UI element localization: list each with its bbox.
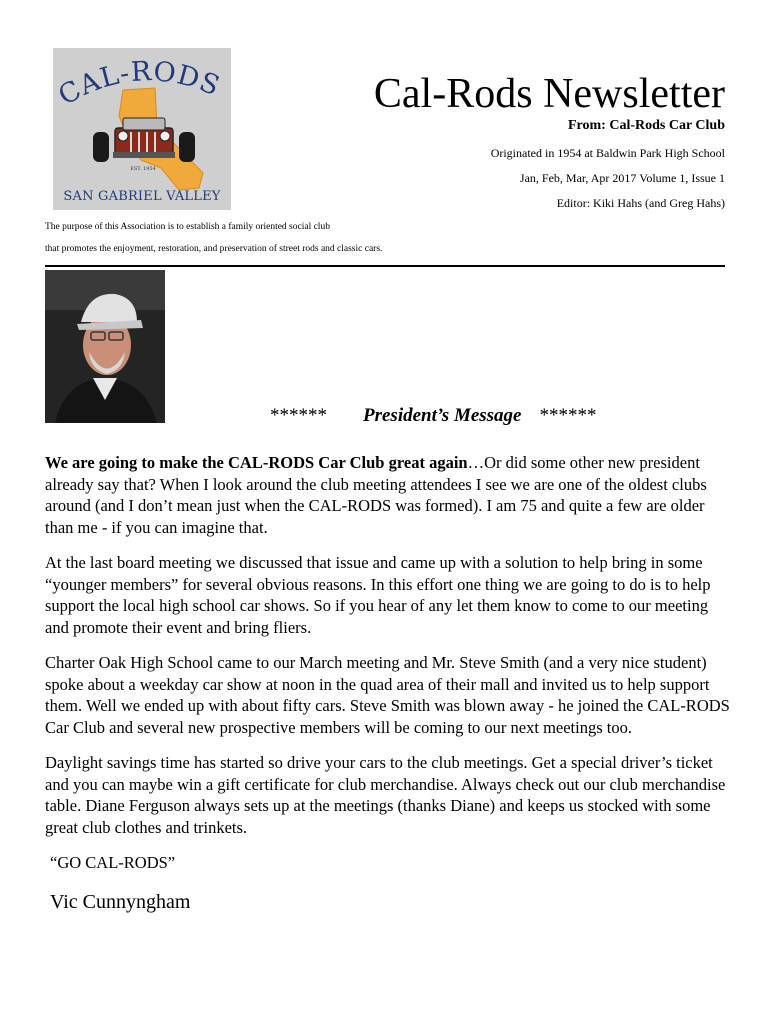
- president-photo: [45, 270, 165, 423]
- paragraph-1: [45, 452, 730, 538]
- logo-est-text: EST. 1954: [130, 166, 156, 172]
- stars-right: ******: [539, 405, 597, 426]
- logo-bottom-text: SAN GABRIEL VALLEY: [63, 189, 221, 204]
- article-body: [45, 452, 730, 927]
- paragraph-3: Charter Oak High School came to our March meeting and Mr. Steve Smith (and a very nice student) spoke about a weekday car show at noon in the quad area of their mall and invited us to help support them. Well we ended up with about fifty cars. Steve Smith was blown away - he joined the CAL-RODS Car Club and several new prospective members will be coming to our next meetings too.: [45, 653, 730, 737]
- from-line: From: Cal-Rods Car Club: [568, 118, 725, 133]
- club-logo: [53, 48, 231, 210]
- originated-line: Originated in 1954 at Baldwin Park High School: [490, 146, 725, 160]
- president-portrait-icon: [45, 270, 165, 423]
- header-divider: [45, 265, 725, 267]
- paragraph-1-bold: We are going to make the CAL-RODS Car Club great again: [45, 453, 468, 472]
- purpose-line-1: The purpose of this Association is to establish a family oriented social club: [45, 222, 330, 232]
- stars-left: ******: [270, 405, 327, 426]
- hot-rod-car-icon: [93, 118, 195, 162]
- newsletter-title: Cal-Rods Newsletter: [373, 71, 725, 117]
- issue-line: Jan, Feb, Mar, Apr 2017 Volume 1, Issue 1: [519, 171, 725, 185]
- purpose-line-2: that promotes the enjoyment, restoration, and preservation of street rods and classic cars.: [45, 244, 383, 254]
- logo-arc-text: CAL-RODS: [53, 56, 225, 112]
- presidents-message-heading: [270, 405, 597, 427]
- closing-line: “GO CAL-RODS”: [50, 853, 176, 872]
- section-title-text: President’s Message: [363, 405, 522, 426]
- editor-line: Editor: Kiki Hahs (and Greg Hahs): [556, 196, 725, 210]
- signature: Vic Cunnyngham: [50, 890, 191, 913]
- logo-graphic: [53, 48, 231, 210]
- paragraph-1-rest: …Or did some other new president already say that? When I look around the club meeting attendees I see we are one of the oldest clubs around (and I don’t mean just when the CAL-RODS was formed). I am 75 and quite a few are older than me - if you can imagine that.: [45, 453, 707, 537]
- paragraph-4: Daylight savings time has started so drive your cars to the club meetings. Get a special driver’s ticket and you can maybe win a gift certificate for club merchandise. Always check out our club merchandise table. Diane Ferguson always sets up at the meetings (thanks Diane) and keeps us stocked with some great club clothes and trinkets.: [45, 753, 726, 837]
- paragraph-2: At the last board meeting we discussed that issue and came up with a solution to help bring in some “younger members” for several obvious reasons. In this effort one thing we are going to do is to help support the local high school car shows. So if you hear of any let them know to come to our meeting and promote their event and bring fliers.: [45, 553, 711, 637]
